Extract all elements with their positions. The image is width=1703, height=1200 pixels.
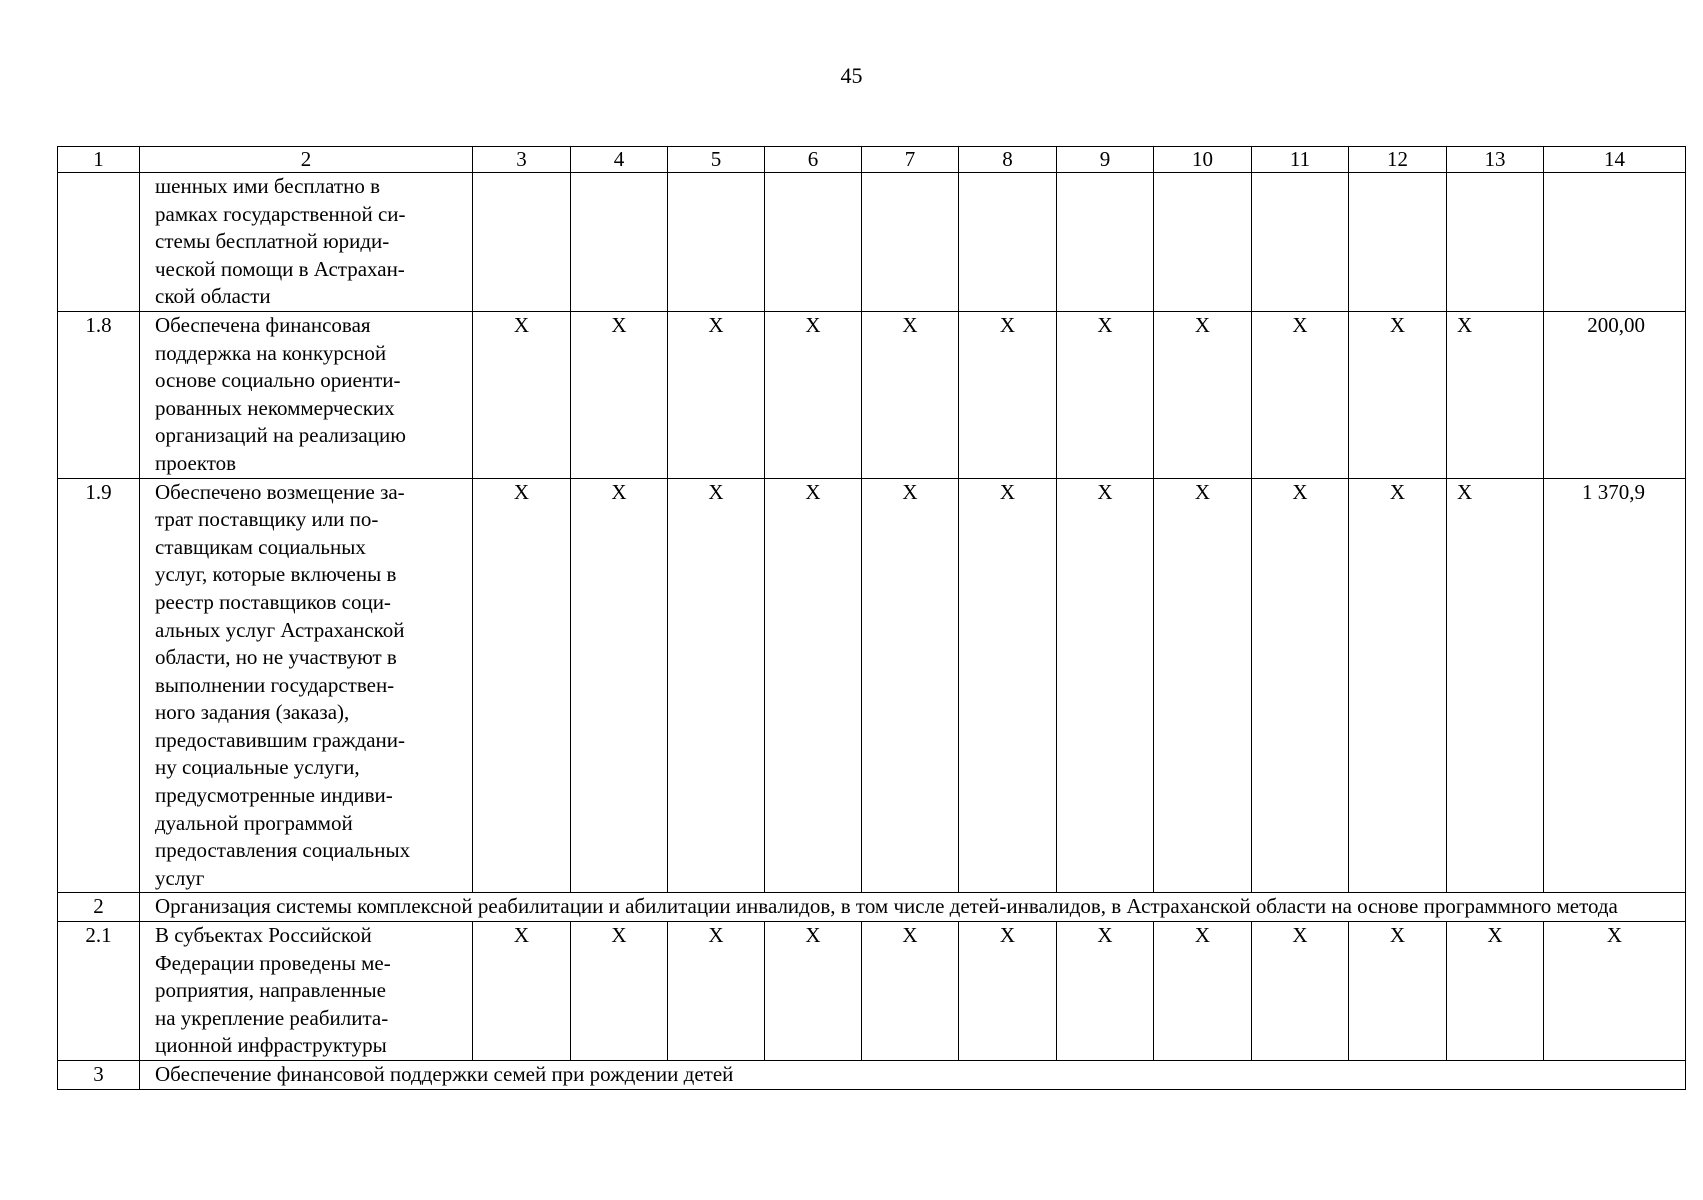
value-cell: 200,00	[1544, 311, 1686, 478]
description-line: ставщикам социальных	[155, 534, 366, 559]
mark-cell	[959, 173, 1057, 312]
mark-cell: X	[1154, 922, 1252, 1061]
description-line: основе социально ориенти-	[155, 368, 401, 393]
mark-cell: X	[1252, 311, 1349, 478]
mark-cell: X	[1349, 922, 1447, 1061]
mark-cell: X	[1349, 478, 1447, 893]
description-line: проектов	[155, 450, 237, 475]
mark-cell: X	[862, 311, 959, 478]
row-number: 2.1	[58, 922, 140, 1061]
value-cell	[1544, 173, 1686, 312]
row-description	[140, 478, 473, 893]
description-line: ческой помощи в Астрахан-	[155, 256, 405, 281]
column-header: 6	[765, 147, 862, 173]
row-number: 1.8	[58, 311, 140, 478]
mark-cell	[1154, 173, 1252, 312]
description-line: предоставления социальных	[155, 838, 411, 863]
mark-cell: X	[473, 922, 571, 1061]
section-title: Обеспечение финансовой поддержки семей при рождении детей	[140, 1061, 1686, 1090]
description-line: ской области	[155, 284, 271, 309]
value-cell: 1 370,9	[1544, 478, 1686, 893]
row-number: 3	[58, 1061, 140, 1090]
row-number: 1.9	[58, 478, 140, 893]
row-description	[140, 173, 473, 312]
description-line: дуальной программой	[155, 810, 353, 835]
description-line: Федерации проведены ме-	[155, 950, 391, 975]
mark-cell: X	[1349, 311, 1447, 478]
column-header: 7	[862, 147, 959, 173]
mark-cell	[571, 173, 668, 312]
description-line: ну социальные услуги,	[155, 755, 360, 780]
mark-cell: X	[571, 478, 668, 893]
column-header: 4	[571, 147, 668, 173]
description-line: Обеспечена финансовая	[155, 312, 371, 337]
description-line: стемы бесплатной юриди-	[155, 229, 390, 254]
description-line: организаций на реализацию	[155, 423, 406, 448]
column-header: 8	[959, 147, 1057, 173]
mark-cell: X	[668, 922, 765, 1061]
value-cell: X	[1544, 922, 1686, 1061]
mark-cell: X	[473, 311, 571, 478]
table-row	[58, 173, 1686, 312]
mark-cell: X	[862, 478, 959, 893]
row-number	[58, 173, 140, 312]
column-header: 11	[1252, 147, 1349, 173]
mark-cell: X	[1057, 478, 1154, 893]
mark-cell: X	[668, 478, 765, 893]
mark-cell	[1252, 173, 1349, 312]
column-header: 9	[1057, 147, 1154, 173]
mark-cell: X	[765, 311, 862, 478]
mark-cell	[765, 173, 862, 312]
description-line: услуг	[155, 865, 205, 890]
mark-cell	[1447, 173, 1544, 312]
column-header: 2	[140, 147, 473, 173]
mark-cell: X	[571, 922, 668, 1061]
mark-cell: X	[1057, 311, 1154, 478]
description-line: услуг, которые включены в	[155, 562, 397, 587]
row-description	[140, 311, 473, 478]
table-row	[58, 311, 1686, 478]
column-header: 3	[473, 147, 571, 173]
table-row	[58, 893, 1686, 922]
mark-cell: X	[1154, 478, 1252, 893]
mark-cell: X	[473, 478, 571, 893]
description-line: Обеспечено возмещение за-	[155, 479, 405, 504]
description-line: шенных ими бесплатно в	[155, 174, 380, 198]
description-line: рамках государственной си-	[155, 201, 406, 226]
mark-cell: X	[1447, 478, 1544, 893]
mark-cell: X	[1447, 922, 1544, 1061]
description-line: поддержка на конкурсной	[155, 340, 387, 365]
mark-cell: X	[862, 922, 959, 1061]
mark-cell: X	[959, 311, 1057, 478]
description-line: предусмотренные индиви-	[155, 783, 393, 808]
mark-cell: X	[1057, 922, 1154, 1061]
mark-cell	[473, 173, 571, 312]
header-row	[58, 147, 1686, 173]
description-line: предоставившим граждани-	[155, 727, 406, 752]
page-number: 45	[840, 63, 863, 88]
column-header: 14	[1544, 147, 1686, 173]
table-row	[58, 1061, 1686, 1090]
mark-cell	[1057, 173, 1154, 312]
data-table	[57, 146, 1686, 1090]
column-header: 5	[668, 147, 765, 173]
description-line: реестр поставщиков соци-	[155, 589, 391, 614]
table-row	[58, 922, 1686, 1061]
mark-cell: X	[1252, 922, 1349, 1061]
mark-cell: X	[765, 922, 862, 1061]
mark-cell: X	[959, 922, 1057, 1061]
description-line: выполнении государствен-	[155, 672, 395, 697]
mark-cell	[668, 173, 765, 312]
mark-cell: X	[1447, 311, 1544, 478]
column-header: 1	[58, 147, 140, 173]
row-number: 2	[58, 893, 140, 922]
mark-cell: X	[765, 478, 862, 893]
mark-cell: X	[1154, 311, 1252, 478]
row-description	[140, 922, 473, 1061]
description-line: ционной инфраструктуры	[155, 1033, 387, 1058]
description-line: на укрепление реабилита-	[155, 1005, 389, 1030]
description-line: рованных некоммерческих	[155, 395, 395, 420]
column-header: 10	[1154, 147, 1252, 173]
mark-cell: X	[959, 478, 1057, 893]
description-line: альных услуг Астраханской	[155, 617, 405, 642]
description-line: роприятия, направленные	[155, 978, 386, 1003]
description-line: области, но не участвуют в	[155, 645, 397, 670]
mark-cell	[1349, 173, 1447, 312]
mark-cell: X	[668, 311, 765, 478]
mark-cell: X	[571, 311, 668, 478]
description-line: трат поставщику или по-	[155, 507, 379, 532]
mark-cell	[862, 173, 959, 312]
description-line: В субъектах Российской	[155, 923, 372, 948]
mark-cell: X	[1252, 478, 1349, 893]
column-header: 12	[1349, 147, 1447, 173]
section-title: Организация системы комплексной реабилитации и абилитации инвалидов, в том числе детей-инвалидов, в Астраханской области на основе программного метода	[140, 893, 1686, 922]
description-line: ного задания (заказа),	[155, 700, 350, 725]
column-header: 13	[1447, 147, 1544, 173]
table-row	[58, 478, 1686, 893]
